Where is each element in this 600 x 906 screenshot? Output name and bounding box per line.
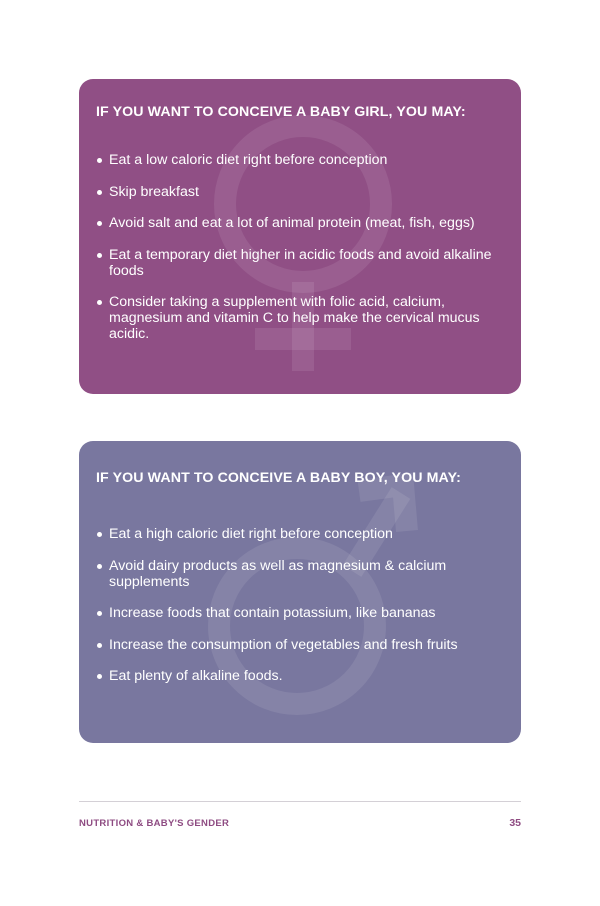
boy-bullet-list [96,526,511,700]
page-number: 35 [509,817,521,829]
list-item: Eat a high caloric diet right before conception [96,526,511,542]
girl-section-title: IF YOU WANT TO CONCEIVE A BABY GIRL, YOU MAY: [96,104,466,120]
list-item: Consider taking a supplement with folic acid, calcium, magnesium and vitamin C to help make the cervical mucus acidic. [96,294,511,342]
footer-divider [79,801,521,802]
girl-section-card [79,79,521,394]
list-item: Increase the consumption of vegetables and fresh fruits [96,637,511,653]
list-item: Avoid salt and eat a lot of animal protein (meat, fish, eggs) [96,215,511,231]
list-item: Avoid dairy products as well as magnesium & calcium supplements [96,558,511,590]
list-item: Increase foods that contain potassium, like bananas [96,605,511,621]
girl-bullet-list [96,152,511,358]
list-item: Eat a low caloric diet right before conception [96,152,511,168]
footer-section-title: NUTRITION & BABY'S GENDER [79,818,230,829]
list-item: Eat plenty of alkaline foods. [96,668,511,684]
list-item: Skip breakfast [96,184,511,200]
list-item: Eat a temporary diet higher in acidic foods and avoid alkaline foods [96,247,511,279]
boy-section-card [79,441,521,743]
boy-section-title: IF YOU WANT TO CONCEIVE A BABY BOY, YOU MAY: [96,470,461,486]
